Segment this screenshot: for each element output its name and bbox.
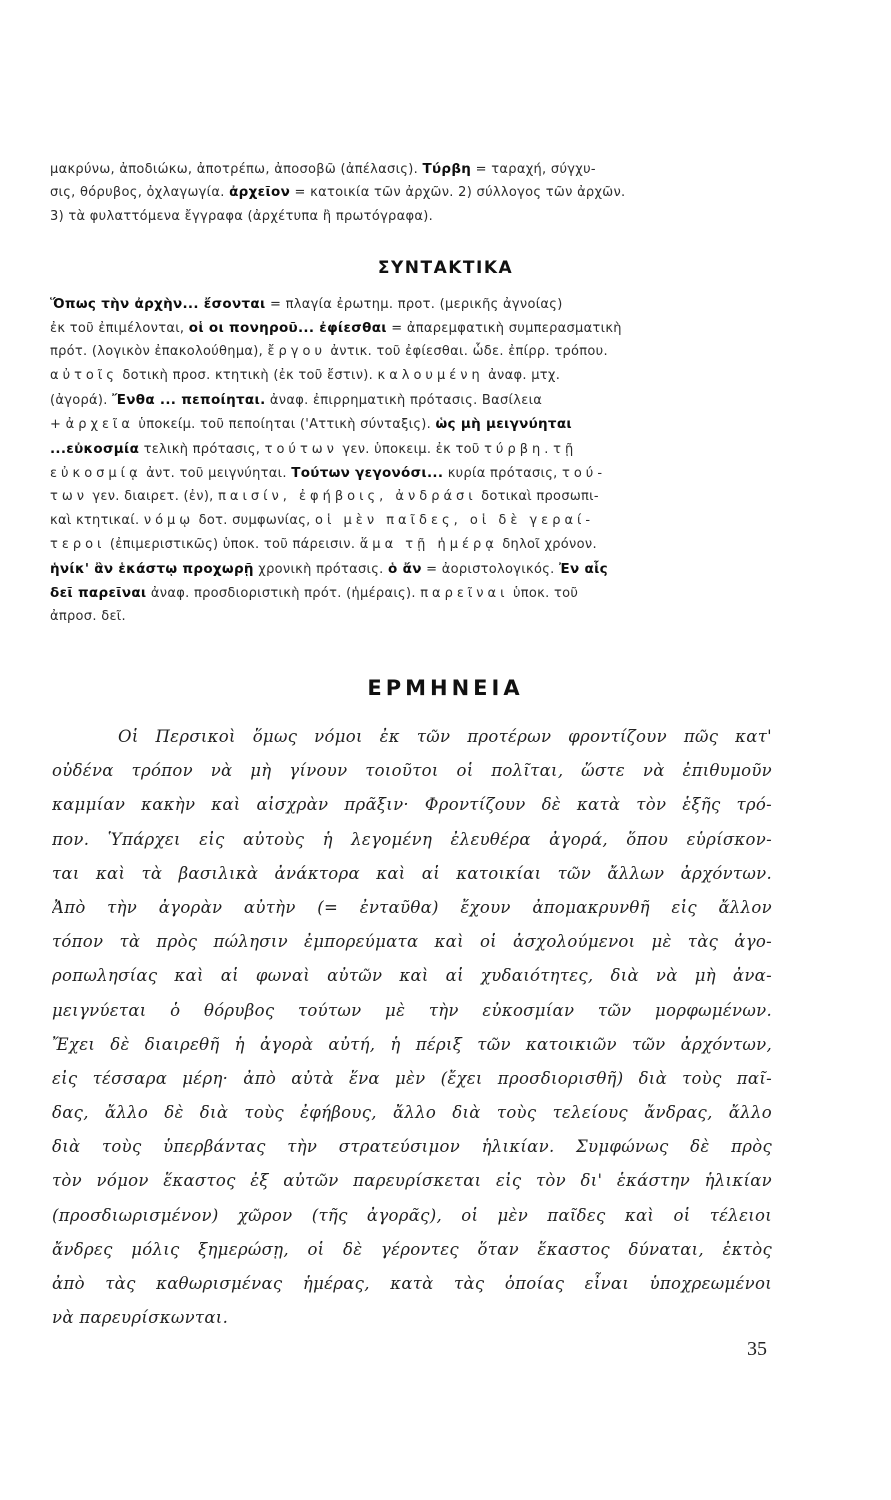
- text-run: = κατοικία τῶν ἀρχῶν. 2) σύλλογος τῶν ἀρχῶν.: [290, 185, 626, 201]
- text-run: δοτικὴ προσ. κτητικὴ (ἐκ τοῦ ἔστιν).: [117, 368, 378, 384]
- spaced-word: ἀρχεῖα: [65, 417, 134, 433]
- text-line: [50, 485, 770, 509]
- translation-line: (προσδιωρισμένον) χῶρον (τῆς ἀγορᾶς), οἱ μὲν παῖδες καὶ οἱ τέλειοι: [52, 1205, 772, 1225]
- translation-line: ἀπὸ τὰς καθωρισμένας ἡμέρας, κατὰ τὰς ὁποίας εἶναι ὑποχρεωμένοι: [52, 1274, 772, 1293]
- bold-phrase: δεῖ παρεῖναι: [50, 585, 147, 602]
- spaced-word: των: [50, 488, 88, 504]
- text-run: ἀντ. τοῦ μειγνύηται.: [141, 465, 292, 481]
- text-run: = ἀπαρεμφατικὴ συμπερασματικὴ: [386, 321, 622, 337]
- text-run: δηλοῖ χρόνον.: [497, 536, 597, 552]
- syntax-heading: ΣΥΝΤΑΚΤΙΚΑ: [377, 258, 514, 278]
- vocabulary-notes: [50, 158, 770, 228]
- spaced-word: τού-: [562, 465, 607, 481]
- translation-line: Οἱ Περσικοὶ ὅμως νόμοι ἐκ τῶν προτέρων φροντίζουν πῶς κατ': [118, 727, 772, 746]
- translation-line: ροπωλησίας καὶ αἱ φωναὶ αὐτῶν καὶ αἱ χυδαιότητες, διὰ νὰ μὴ ἀνα-: [52, 966, 772, 986]
- text-line: [50, 292, 770, 316]
- bold-phrase: ἡνίκ' ἂν ἑκάστῳ προχωρῇ: [50, 561, 254, 578]
- translation-line: οὐδένα τρόπον νὰ μὴ γίνουν τοιοῦτοι οἱ πολῖται, ὥστε νὰ ἐπιθυμοῦν: [52, 761, 772, 781]
- translation-line: καμμίαν κακὴν καὶ αἰσχρὰν πρᾶξιν· Φροντίζουν δὲ κατὰ τὸν ἑξῆς τρό-: [52, 795, 772, 815]
- spaced-word: τεροι: [50, 536, 106, 552]
- text-line: [50, 557, 770, 581]
- text-run: ἀναφ. μτχ.: [483, 368, 561, 384]
- text-line: [50, 437, 770, 461]
- bold-phrase: Ἐν αἷς: [559, 561, 608, 578]
- text-run: 3) τὰ φυλαττόμενα ἔγγραφα (ἀρχέτυπα ἢ πρωτόγραφα).: [50, 208, 434, 224]
- text-line: [50, 316, 770, 340]
- text-run: ἐκ τοῦ ἐπιμέλονται,: [50, 321, 189, 337]
- text-run: ὑποκ. τοῦ: [508, 586, 579, 602]
- spaced-word: εὐκοσμίᾳ: [50, 465, 142, 481]
- translation-line: ἄνδρες μόλις ξημερώσῃ, οἱ δὲ γέροντες ὅταν ἕκαστος δύναται, ἐκτὸς: [52, 1239, 772, 1259]
- translation-line: Ἔχει δὲ διαιρεθῆ ἡ ἀγορὰ αὐτή, ἡ πέριξ τῶν κατοικιῶν τῶν ἀρχόντων,: [52, 1034, 772, 1054]
- text-run: = ἀοριστολογικός.: [421, 562, 560, 578]
- text-line: [50, 340, 770, 364]
- text-run: ἀναφ. προσδιοριστικὴ πρότ. (ἡμέραις).: [146, 586, 421, 602]
- text-line: [50, 388, 770, 412]
- bold-phrase: ...εὐκοσμία: [50, 440, 140, 457]
- bold-phrase: Τύρβη: [422, 161, 472, 177]
- bold-phrase: ὁ ἄν: [388, 561, 422, 578]
- text-run: τελικὴ πρότασις,: [139, 441, 265, 457]
- text-run: ἀντικ. τοῦ ἐφίεσθαι. ὧδε. ἐπίρρ. τρόπου.: [325, 344, 608, 360]
- translation-text: [52, 720, 772, 1335]
- text-run: (ἀγορά).: [50, 393, 113, 409]
- spaced-word: τῇ: [553, 441, 578, 457]
- bold-phrase: Τούτων γεγονόσι...: [291, 464, 444, 481]
- text-line: [50, 581, 770, 605]
- bold-phrase: οἱ οι πονηροῦ... ἐφίεσθαι: [188, 320, 387, 337]
- spaced-word: ἔργου: [267, 344, 326, 360]
- translation-line: διὰ τοὺς ὑπερβάντας τὴν στρατεύσιμον ἡλικίαν. Συμφώνως δὲ πρὸς: [52, 1137, 772, 1157]
- text-line: [50, 364, 770, 388]
- text-run: (ἐπιμεριστικῶς) ὑποκ. τοῦ πάρεισιν.: [105, 536, 360, 552]
- translation-line: νὰ παρευρίσκωνται.: [52, 1308, 229, 1328]
- translation-line: πον. Ὑπάρχει εἰς αὐτοὺς ἡ λεγομένη ἐλευθέρα ἀγορά, ὅπου εὑρίσκον-: [52, 829, 772, 849]
- spaced-word: παρεῖναι: [420, 586, 509, 602]
- translation-heading: ΕΡΜΗΝΕΙΑ: [367, 676, 524, 700]
- text-line: [50, 605, 770, 629]
- text-run: δοτ. συμφωνίας,: [194, 512, 316, 528]
- text-line: [50, 181, 770, 204]
- text-run: χρονικὴ πρότασις.: [253, 562, 389, 578]
- spaced-word: νόμῳ: [143, 512, 195, 528]
- text-run: = ταραχή, σύγχυ-: [471, 162, 596, 177]
- spaced-word: τούτων: [264, 441, 338, 457]
- spaced-word: ἅμα τῇ ἡμέρᾳ: [359, 536, 498, 552]
- bold-phrase: ὡς μὴ μειγνύηται: [435, 416, 572, 433]
- text-run: γεν. διαιρετ. (ἐν),: [87, 488, 219, 504]
- translation-line: δας, ἄλλο δὲ διὰ τοὺς ἐφήβους, ἄλλο διὰ τοὺς τελείους ἄνδρας, ἄλλο: [52, 1103, 772, 1123]
- spaced-word: καλουμένη: [377, 368, 484, 384]
- text-run: καὶ κτητικαί.: [50, 512, 144, 528]
- text-run: +: [50, 417, 66, 433]
- translation-line: Ἀπὸ τὴν ἀγορὰν αὐτὴν (= ἐνταῦθα) ἔχουν ἀπομακρυνθῆ εἰς ἄλλον: [52, 897, 772, 917]
- translation-line: μειγνύεται ὁ θόρυβος τούτων μὲ τὴν εὐκοσμίαν τῶν μορφωμένων.: [52, 1000, 772, 1020]
- text-line: [50, 461, 770, 485]
- text-run: γεν. ὑποκειμ. ἐκ τοῦ: [337, 441, 485, 457]
- text-line: [50, 205, 770, 228]
- text-run: σις, θόρυβος, ὀχλαγωγία.: [50, 185, 230, 201]
- text-line: [50, 533, 770, 557]
- text-run: πρότ. (λογικὸν ἐπακολούθημα),: [50, 344, 268, 360]
- text-run: ἀναφ. ἐπιρρηματικὴ πρότασις. Βασίλεια: [265, 393, 543, 409]
- bold-phrase: Ἔνθα ... πεποίηται.: [112, 392, 266, 409]
- text-line: [50, 509, 770, 533]
- translation-line: ται καὶ τὰ βασιλικὰ ἀνάκτορα καὶ αἱ κατοικίαι τῶν ἄλλων ἀρχόντων.: [52, 863, 772, 883]
- text-run: δοτικαὶ προσωπι-: [476, 488, 599, 504]
- page-number: 35: [747, 1338, 767, 1360]
- spaced-word: οἱ μὲν παῖδες, οἱ δὲ γεραί-: [315, 512, 595, 528]
- syntax-notes: [50, 292, 770, 629]
- spaced-word: παισίν, ἐφήβοις, ἀνδράσι: [218, 488, 477, 504]
- translation-line: εἰς τέσσαρα μέρη· ἀπὸ αὐτὰ ἕνα μὲν (ἔχει προσδιορισθῆ) διὰ τοὺς παῖ-: [52, 1068, 772, 1088]
- text-line: [50, 412, 770, 436]
- spaced-word: αὐτοῖς: [50, 368, 118, 384]
- text-run: μακρύνω, ἀποδιώκω, ἀποτρέπω, ἀποσοβῶ (ἀπέλασις).: [50, 162, 423, 177]
- text-run: .: [544, 441, 554, 457]
- text-run: = πλαγία ἐρωτημ. προτ. (μερικῆς ἀγνοίας): [265, 297, 563, 312]
- bold-phrase: ἀρχεῖον: [229, 184, 291, 201]
- text-run: ὑποκείμ. τοῦ πεποίηται ('Αττικὴ σύνταξις).: [133, 417, 436, 433]
- bold-phrase: Ὅπως τὴν ἀρχὴν... ἔσονται: [50, 296, 266, 312]
- translation-line: τὸν νόμον ἕκαστος ἐξ αὐτῶν παρευρίσκεται εἰς τὸν δι' ἑκάστην ἡλικίαν: [52, 1171, 772, 1191]
- translation-line: τόπον τὰ πρὸς πώλησιν ἐμπορεύματα καὶ οἱ ἀσχολούμενοι μὲ τὰς ἀγο-: [52, 932, 772, 952]
- spaced-word: τύρβη: [484, 441, 545, 457]
- text-line: [50, 158, 770, 181]
- text-run: κυρία πρότασις,: [443, 465, 563, 481]
- text-run: ἀπροσ. δεῖ.: [50, 609, 126, 625]
